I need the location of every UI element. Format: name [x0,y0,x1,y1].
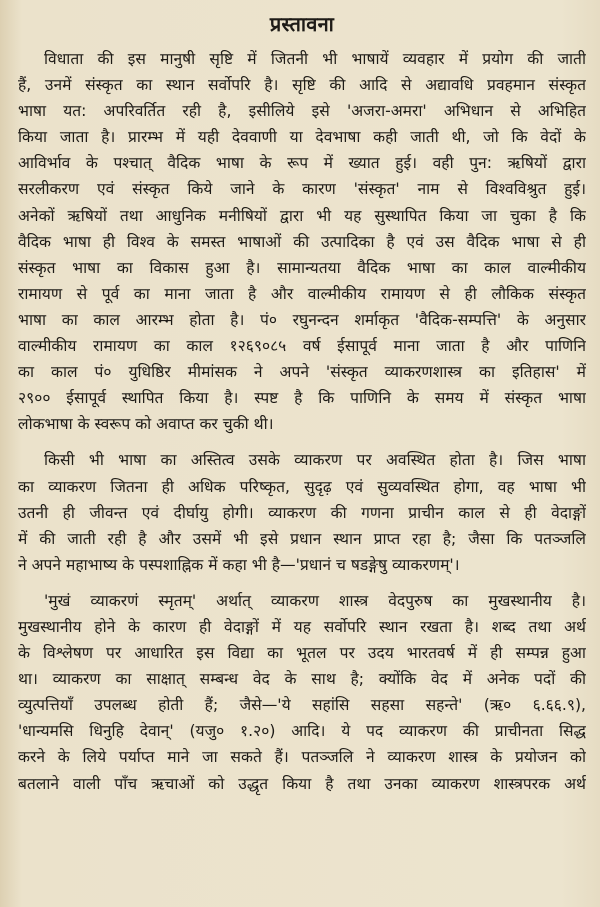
text-line: 'मुखं व्याकरणं स्मृतम्' अर्थात् व्याकरण शास्त्र वेदपुरुष का मुखस्थानीय है। [44,591,586,610]
paragraph [18,447,586,577]
text-line: व्युत्पत्तियाँ उपलब्ध होती हैं; जैसे—'ये सहांसि सहसा सहन्ते' (ऋ० ६.६६.९), [18,696,586,715]
text-line: वैदिक भाषा ही विश्व के समस्त भाषाओं की उत्पादिका है एवं उस वैदिक भाषा से ही [18,232,586,251]
text-line: किया जाता है। प्रारम्भ में यही देववाणी या देवभाषा कही जाती थी, जो कि वेदों के [18,128,586,147]
text-line: में की जाती रही है और उसमें भी इसे प्रधान स्थान प्राप्त रहा है; जैसा कि पतञ्जलि [18,529,586,548]
text-line: संस्कृत भाषा का विकास हुआ है। सामान्यतया वैदिक भाषा का काल वाल्मीकीय [18,258,586,277]
text-line: मुखस्थानीय होने के कारण ही वेदाङ्गों में यह सर्वोपरि स्थान रखता है। शब्द तथा अर्थ [18,617,586,636]
paragraph [18,46,586,437]
text-line: के विश्लेषण पर आधारित इस विद्या का भूतल पर उदय भारतवर्ष में ही सम्पन्न हुआ [18,644,586,663]
text-line: २९०० ईसापूर्व स्थापित किया है। स्पष्ट है कि पाणिनि के समय में संस्कृत भाषा [18,389,586,408]
text-line: सरलीकरण एवं संस्कृत किये जाने के कारण 'संस्कृत' नाम से विश्वविश्रुत हुई। [18,180,586,199]
text-line: 'धान्यमसि धिनुहि देवान्' (यजु० १.२०) आदि। ये पद व्याकरण की प्राचीनता सिद्ध [18,722,586,741]
text-line: ने अपने महाभाष्य के पस्पशाह्निक में कहा भी है—'प्रधानं च षडङ्गेषु व्याकरणम्'। [18,555,460,574]
body-text [18,46,586,797]
page-title: प्रस्तावना [269,12,335,36]
text-line: आविर्भाव के पश्चात् वैदिक भाषा के रूप में ख्यात हुई। वही पुन: ऋषियों द्वारा [18,154,586,173]
text-line: भाषा का काल आरम्भ होता है। पं० रघुनन्दन शर्माकृत 'वैदिक-सम्पत्ति' के अनुसार [18,310,586,329]
text-line: हैं, उनमें संस्कृत का स्थान सर्वोपरि है। सृष्टि की आदि से अद्यावधि प्रवहमान संस्कृत [18,76,586,95]
text-line: करने के लिये पर्याप्त माने जा सकते हैं। पतञ्जलि ने व्याकरण शास्त्र के प्रयोजन को [18,748,586,767]
text-line: उतनी ही जीवन्त एवं दीर्घायु होगी। व्याकरण की गणना प्राचीन काल से ही वेदाङ्गों [18,503,586,522]
text-line: बतलाने वाली पाँच ऋचाओं को उद्धृत किया है तथा उनका व्याकरण शास्त्रपरक अर्थ [18,774,586,793]
text-line: लोकभाषा के स्वरूप को अवाप्त कर चुकी थी। [18,415,274,434]
text-line: भाषा यत: अपरिवर्तित रही है, इसीलिये इसे 'अजरा-अमरा' अभिधान से अभिहित [18,102,586,121]
text-line: था। व्याकरण का साक्षात् सम्बन्ध वेद के साथ है; क्योंकि वेद में अनेक पदों की [18,670,586,689]
text-line: अनेकों ऋषियों तथा आधुनिक मनीषियों द्वारा भी यह सुस्थापित किया जा चुका है कि [18,206,586,225]
paragraph [18,588,586,797]
text-line: विधाता की इस मानुषी सृष्टि में जितनी भी भाषायें व्यवहार में प्रयोग की जाती [44,50,586,68]
text-line: का व्याकरण जितना ही अधिक परिष्कृत, सुदृढ़ एवं सुव्यवस्थित होगा, वह भाषा भी [18,477,586,496]
text-line: वाल्मीकीय रामायण का काल १२६९०८५ वर्ष ईसापूर्व माना जाता है और पाणिनि [18,337,586,356]
text-line: किसी भी भाषा का अस्तित्व उसके व्याकरण पर अवस्थित होता है। जिस भाषा [44,451,586,470]
text-line: रामायण से पूर्व का माना जाता है और वाल्मीकीय रामायण से ही लौकिक संस्कृत [18,284,586,303]
text-line: का काल पं० युधिष्ठिर मीमांसक ने अपने 'संस्कृत व्याकरणशास्त्र का इतिहास' में [18,363,586,382]
